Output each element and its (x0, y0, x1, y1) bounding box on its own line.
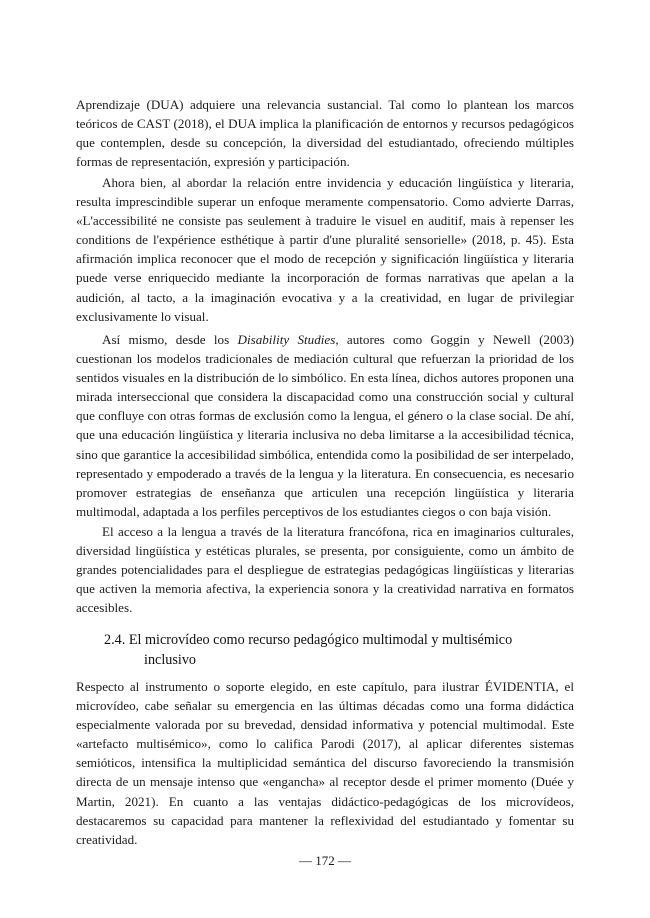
paragraph-text: Respecto al instrumento o soporte elegido, en este capítulo, para ilustrar ÉVIDENTIA, el microvídeo, cabe señalar su emergencia en las últimas décadas como una forma didáctica especialmente valorada por su brevedad, densidad informativa y potencial multimodal. Este «artefacto multisémico», como lo califica Parodi (2017), al aplicar diferentes sistemas semióticos, intensifica la multiplicidad semántica del discurso favoreciendo la transmisión directa de un mensaje intenso que «engancha» al receptor desde el primer momento (Duée y Martin, 2021). En cuanto a las ventajas didáctico-pedagógicas de los microvídeos, destacaremos su capacidad para mantener la reflexividad del estudiantado y fomentar su creatividad. (76, 679, 574, 847)
text-run: , autores como Goggin y Newell (2003) cuestionan los modelos tradicionales de mediación cultural que refuerzan la prioridad de los sentidos visuales en la distribución de lo simbólico. En esta línea, dichos autores proponen una mirada interseccional que considera la discapacidad como una construcción social y cultural que confluye con otras formas de exclusión como la lengua, el género o la clase social. De ahí, que una educación lingüística y literaria inclusiva no deba limitarse a la accesibilidad técnica, sino que garantice la accesibilidad simbólica, entendida como la posibilidad de ser interpelado, representado y empoderado a través de la lengua y la literatura. En consecuencia, es necesario promover estrategias de enseñanza que articulen una recepción lingüística y literaria multimodal, adaptada a los perfiles perceptivos de los estudiantes ciegos o con baja visión. (76, 332, 574, 519)
paragraph-microvideo (76, 677, 574, 849)
text-run: Así mismo, desde los (102, 332, 238, 347)
paragraph-literatura-francofona (76, 522, 574, 617)
section-heading-line1: 2.4. El microvídeo como recurso pedagógico multimodal y multisémico (104, 632, 513, 648)
paragraph-invidencia (76, 173, 574, 326)
paragraph-dua (76, 95, 574, 171)
paragraph-text: Aprendizaje (DUA) adquiere una relevancia sustancial. Tal como lo plantean los marcos teóricos de CAST (2018), el DUA implica la planificación de entornos y recursos pedagógicos que contemplen, desde su concepción, la diversidad del estudiantado, ofreciendo múltiples formas de representación, expresión y participación. (76, 97, 574, 170)
italic-title: Disability Studies (237, 332, 336, 347)
paragraph-disability-studies (76, 330, 574, 521)
section-heading (104, 631, 574, 670)
paragraph-text: Ahora bien, al abordar la relación entre invidencia y educación lingüística y literaria, resulta imprescindible superar un enfoque meramente compensatorio. Como advierte Darras, «L'accessibilité ne consiste pas seulement à traduire le visuel en auditif, mais à repenser les conditions de l'expérience esthétique à partir d'une pluralité sensorielle» (2018, p. 45). Esta afirmación implica reconocer que el modo de recepción y significación lingüística y literaria puede verse enriquecido mediante la incorporación de formas narrativas que apelan a la audición, al tacto, a la imaginación evocativa y a la creatividad, en lugar de privilegiar exclusivamente lo visual. (76, 175, 574, 324)
page-number: — 172 — (299, 853, 351, 868)
section-heading-line2: inclusivo (144, 651, 197, 668)
paragraph-text (76, 330, 574, 521)
paragraph-text: El acceso a la lengua a través de la literatura francófona, rica en imaginarios culturales, diversidad lingüística y estéticas plurales, se presenta, por consiguiente, como un ámbito de grandes potencialidades para el despliegue de estrategias pedagógicas lingüísticas y literarias que activen la memoria afectiva, la experiencia sonora y la creatividad narrativa en formatos accesibles. (76, 524, 574, 616)
